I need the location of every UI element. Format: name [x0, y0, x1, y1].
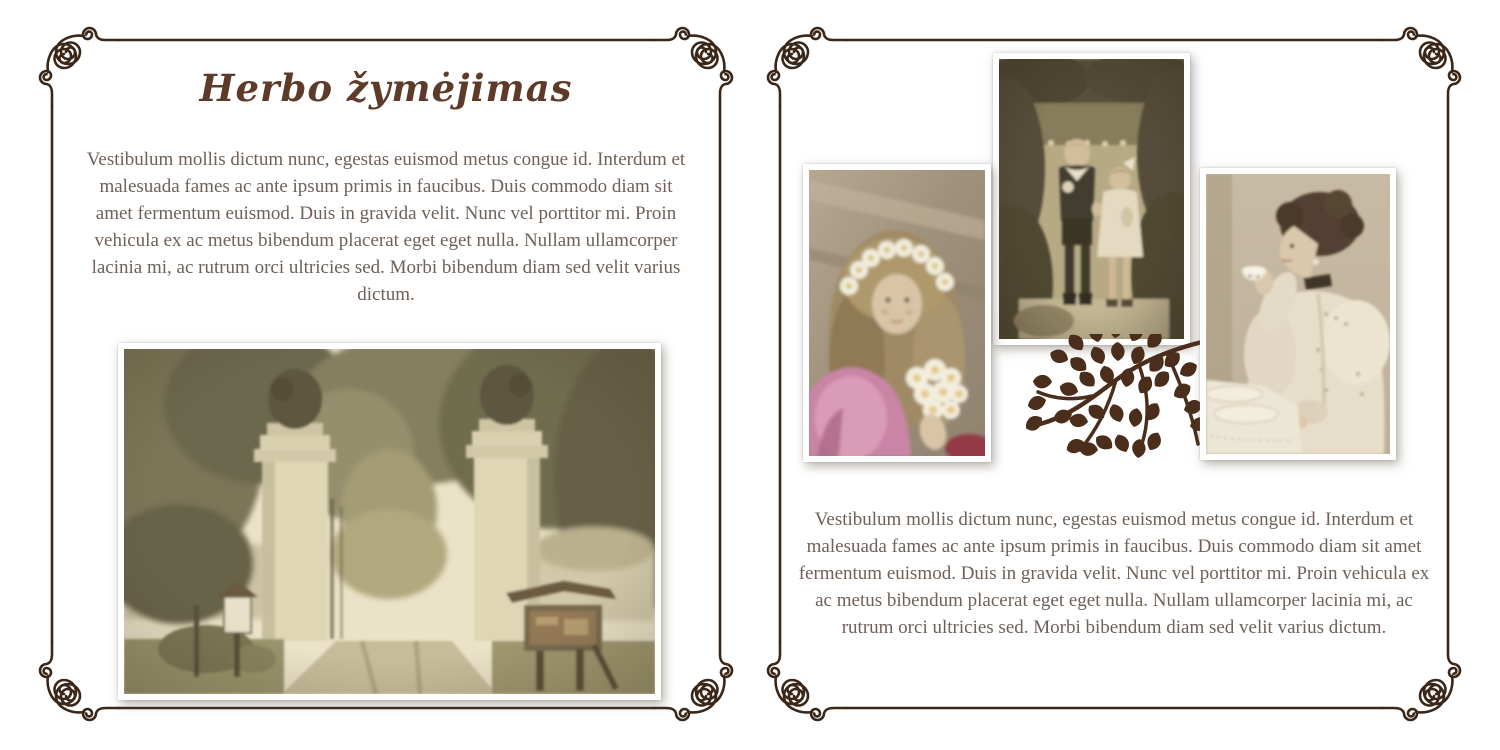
branch-leaves-icon — [1022, 334, 1204, 478]
woman-tea-illustration — [1206, 174, 1390, 454]
park-gate-illustration — [124, 349, 655, 694]
left-page — [26, 14, 746, 734]
photo-two-children — [993, 53, 1190, 345]
page-title: Herbo žymėjimas — [199, 66, 573, 110]
left-paragraph: Vestibulum mollis dictum nunc, egestas euismod metus congue id. Interdum et malesuada fames ac ante ipsum primis in faucibus. Duis commodo diam sit amet fermentum euismod. Duis in gravida velit. Nunc vel porttitor mi. Proin vehicula ex ac metus bibendum placerat eget eget nulla. Nullam ullamcorper lacinia mi, ac rutrum orci ultricies sed. Morbi bibendum diam sed velit varius dictum. — [86, 149, 686, 305]
two-children-illustration — [999, 59, 1184, 339]
right-page — [754, 14, 1474, 734]
photo-park-gate — [118, 343, 661, 700]
corner-scroll-ornament-icon — [768, 28, 846, 106]
photo-woman-tea — [1200, 168, 1396, 460]
girl-daisy-crown-illustration — [809, 170, 985, 456]
right-paragraph: Vestibulum mollis dictum nunc, egestas euismod metus congue id. Interdum et malesuada fames ac ante ipsum primis in faucibus. Duis commodo diam sit amet fermentum euismod. Duis in gravida velit. Nunc vel porttitor mi. Proin vehicula ex ac metus bibendum placerat eget eget nulla. Nullam ullamcorper lacinia mi, ac rutrum orci ultricies sed. Morbi bibendum diam sed velit varius dictum. — [798, 509, 1430, 638]
photo-girl-daisy-crown — [803, 164, 991, 462]
